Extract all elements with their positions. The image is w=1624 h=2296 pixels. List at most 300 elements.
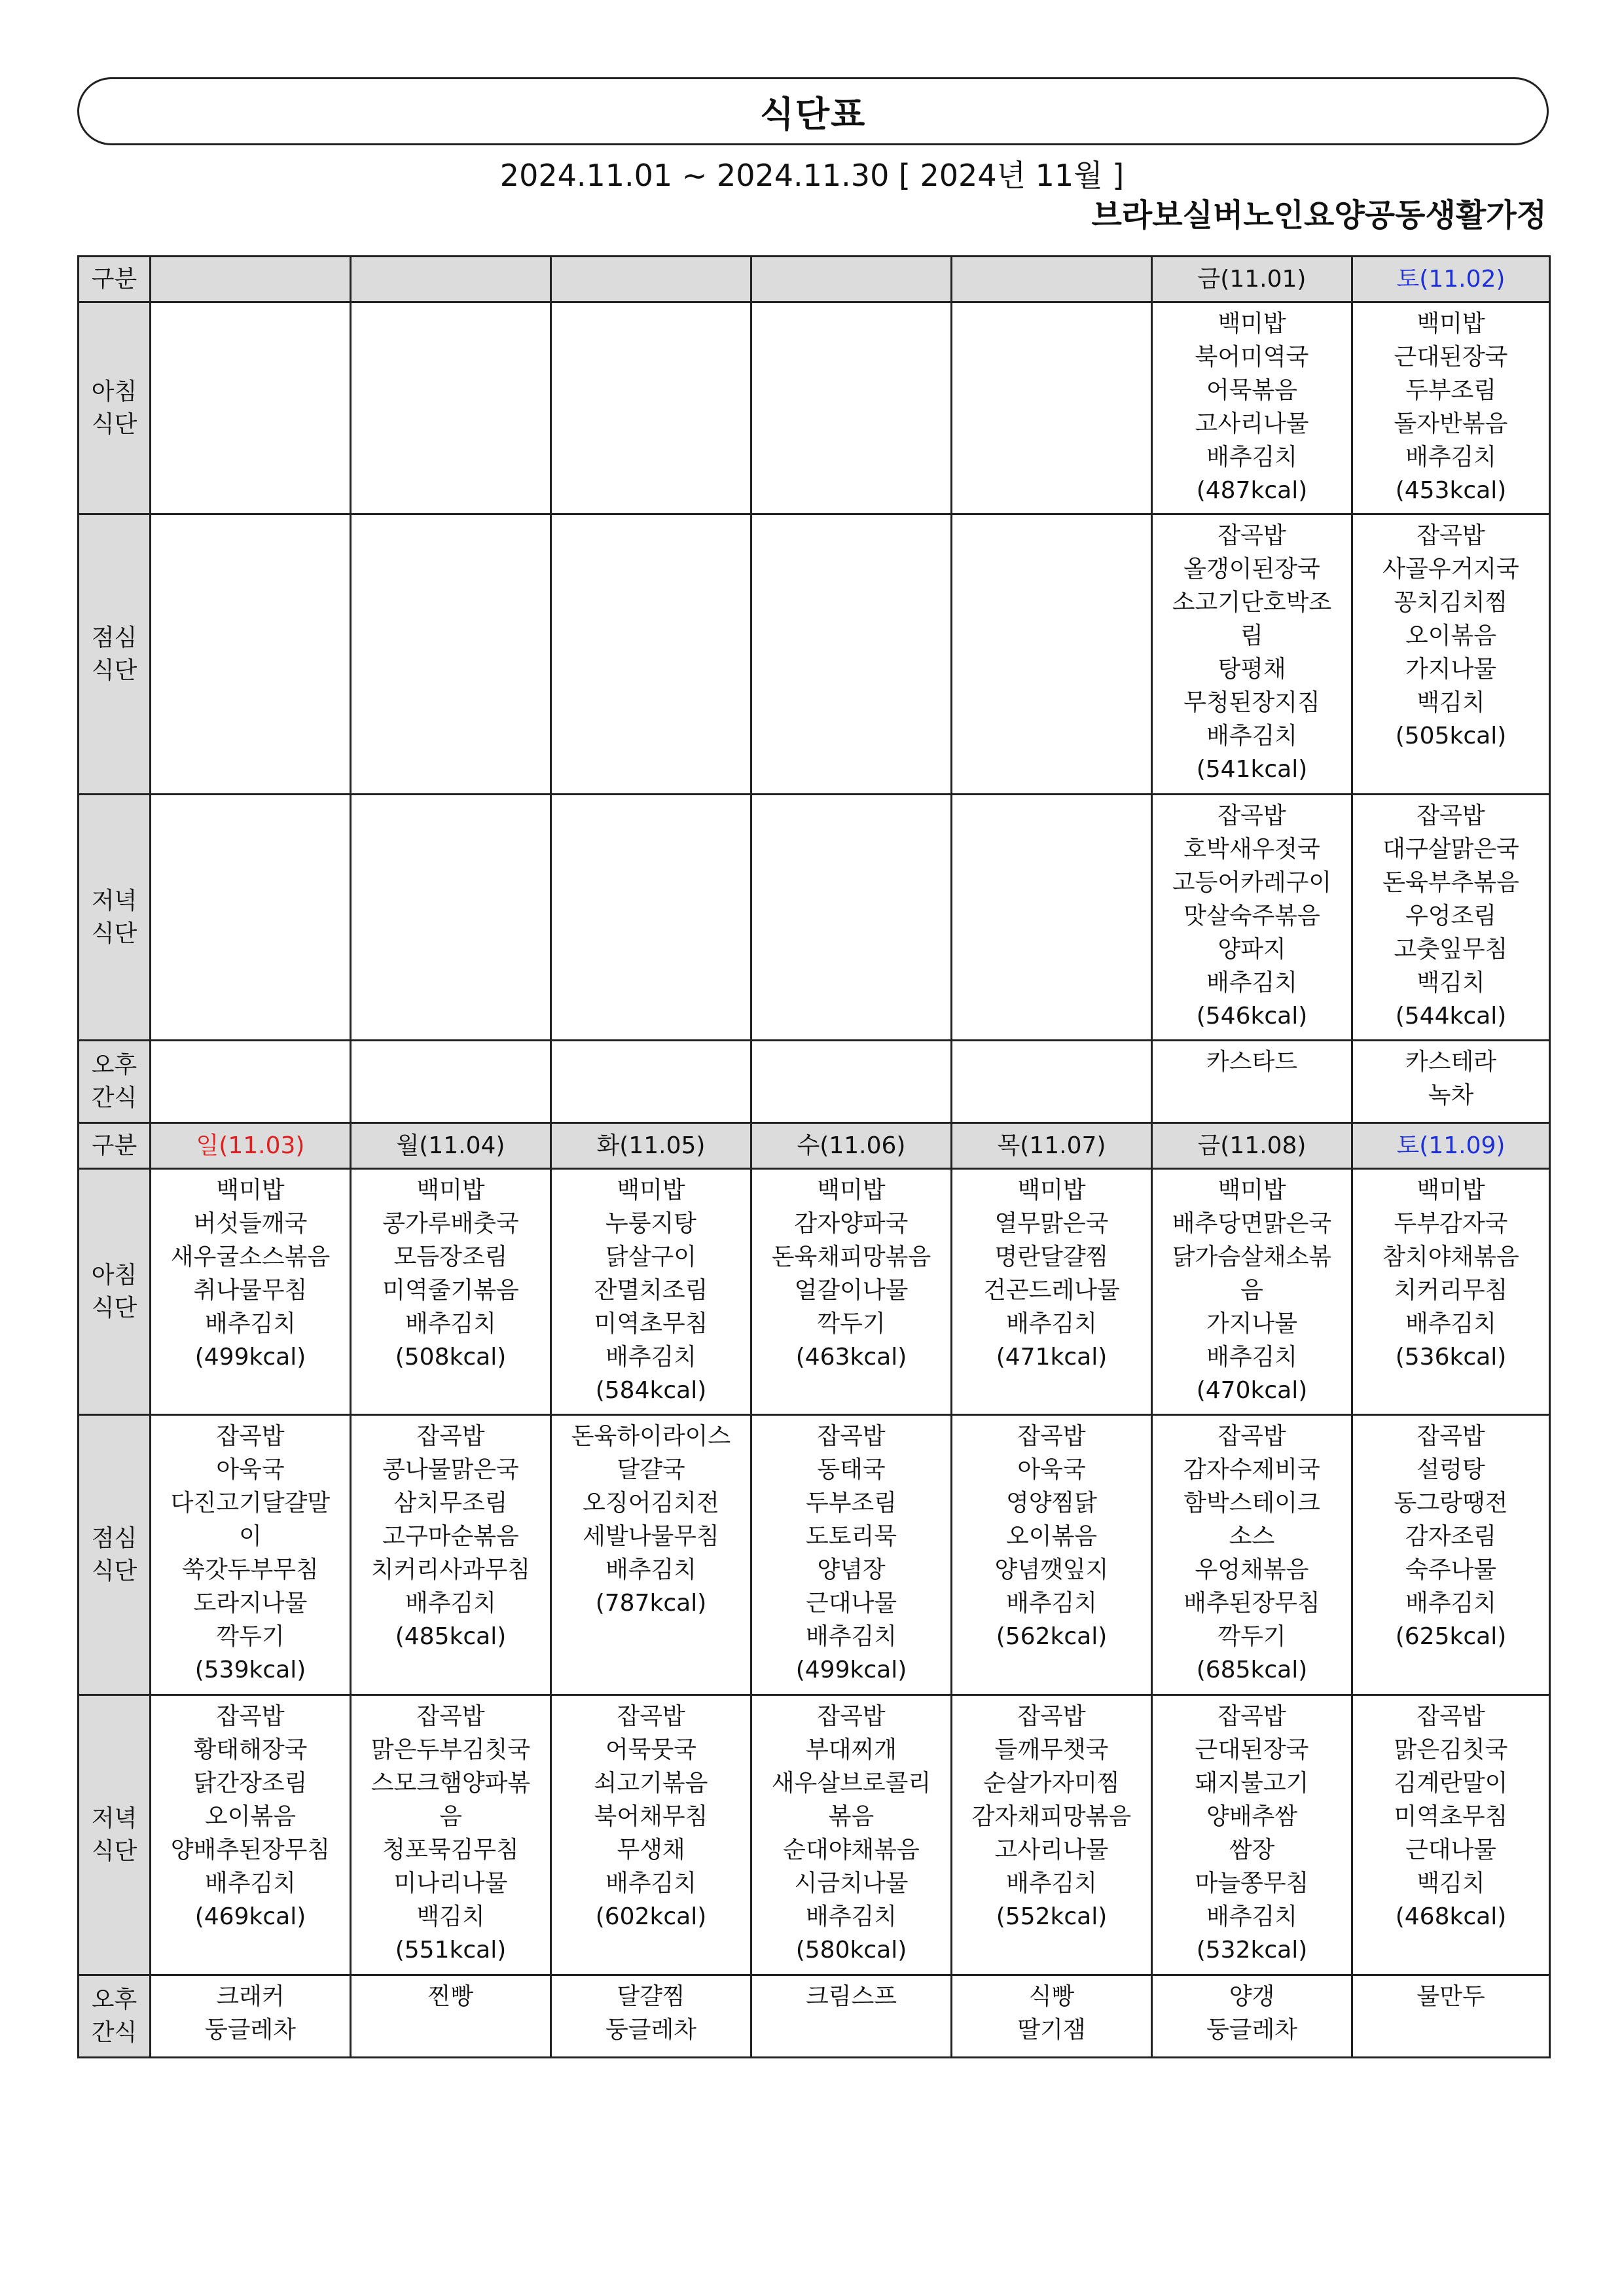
dinner-item-line: 대구살맑은국	[1382, 836, 1519, 863]
lunch-item-line: 돈육하이라이스	[571, 1423, 731, 1450]
lunch-item-line: 양념깻잎지	[994, 1556, 1109, 1583]
lunch-item-line: 설렁탕	[1416, 1456, 1485, 1483]
lunch-item-line: 잡곡밥	[1218, 1423, 1286, 1450]
lunch-item-line: (787kcal)	[595, 1590, 707, 1617]
breakfast-cell	[551, 1169, 751, 1415]
breakfast-item-line: 미역줄기볶음	[382, 1277, 519, 1304]
lunch-cell	[1352, 514, 1550, 795]
lunch-item-line: 사골우거지국	[1382, 556, 1519, 583]
snack-item-line: 양갱	[1229, 1983, 1275, 2010]
lunch-item-line: (562kcal)	[996, 1623, 1108, 1650]
day-header	[751, 257, 952, 302]
dinner-item-line: (602kcal)	[595, 1903, 707, 1930]
lunch-label	[79, 514, 151, 795]
breakfast-item-line: 배추김치	[1005, 1310, 1098, 1337]
lunch-item-line: 쑥갓두부무침	[182, 1556, 319, 1583]
breakfast-item-line: 모듬장조림	[393, 1244, 508, 1270]
lunch-label-line: 식단	[91, 656, 137, 684]
snack-item-line: 카스타드	[1206, 1049, 1298, 1075]
lunch-item-line: (505kcal)	[1395, 723, 1507, 749]
dinner-item-line: 양배추된장무침	[170, 1837, 331, 1863]
snack-cell	[1152, 1975, 1352, 2058]
lunch-item-line: 감자조림	[1405, 1523, 1497, 1550]
dinner-cell	[351, 1695, 551, 1975]
breakfast-cell	[1152, 1169, 1352, 1415]
dinner-item-line: 새우살브로콜리	[771, 1770, 931, 1797]
dinner-item-line: 쌈장	[1229, 1837, 1275, 1863]
breakfast-item-line: 배추김치	[1405, 1310, 1497, 1337]
lunch-cell	[1152, 1415, 1352, 1695]
lunch-item-line: 배추김치	[605, 1556, 697, 1583]
snack-cell	[1352, 1041, 1550, 1123]
dinner-item-line: 볶음	[828, 1803, 875, 1830]
snack-item-line: 카스테라	[1405, 1049, 1497, 1075]
lunch-item-line: 배추김치	[805, 1623, 897, 1650]
breakfast-cell	[751, 1169, 952, 1415]
breakfast-cell	[351, 302, 551, 514]
day-header-label: 수(11.06)	[797, 1132, 906, 1159]
snack-cell	[551, 1975, 751, 2058]
dinner-item-line: 양배추쌈	[1206, 1803, 1298, 1830]
breakfast-label-line: 아침	[91, 378, 137, 405]
lunch-cell	[151, 514, 351, 795]
breakfast-cell	[151, 1169, 351, 1415]
day-header-label: 토(11.09)	[1396, 1132, 1506, 1159]
dinner-label-line: 식단	[91, 1837, 137, 1865]
lunch-item-line: 치커리사과무침	[370, 1556, 531, 1583]
dinner-item-line: 잡곡밥	[1218, 1703, 1286, 1730]
breakfast-item-line: 음	[1240, 1277, 1263, 1304]
dinner-item-line: 우엉조림	[1405, 903, 1497, 929]
lunch-item-line: 잡곡밥	[1218, 522, 1286, 549]
breakfast-label-line: 식단	[91, 410, 137, 438]
dinner-item-line: 배추김치	[1206, 1903, 1298, 1930]
snack-item-line: 둥글레차	[1206, 2017, 1298, 2043]
menu-table	[77, 255, 1551, 2058]
lunch-item-line: 다진고기달걀말	[170, 1490, 331, 1516]
lunch-item-line: 고구마순볶음	[382, 1523, 519, 1550]
division-label: 구분	[79, 257, 151, 302]
dinner-cell	[551, 1695, 751, 1975]
breakfast-item-line: 돈육채피망볶음	[771, 1244, 931, 1270]
lunch-cell	[1352, 1415, 1550, 1695]
breakfast-label-line: 아침	[91, 1261, 137, 1289]
day-header	[551, 257, 751, 302]
breakfast-item-line: 참치야채볶음	[1382, 1244, 1519, 1270]
breakfast-item-line: 백미밥	[1218, 310, 1286, 337]
breakfast-item-line: 배추김치	[1206, 1344, 1298, 1371]
dinner-item-line: 잡곡밥	[817, 1703, 886, 1730]
day-header	[1352, 257, 1550, 302]
dinner-item-line: 잡곡밥	[1017, 1703, 1086, 1730]
dinner-item-line: (551kcal)	[395, 1937, 507, 1964]
dinner-item-line: (544kcal)	[1395, 1003, 1507, 1030]
breakfast-cell	[351, 1169, 551, 1415]
breakfast-label-line: 식단	[91, 1294, 137, 1321]
dinner-item-line: 닭간장조림	[193, 1770, 308, 1797]
snack-row	[79, 1041, 1550, 1123]
snack-cell	[1352, 1975, 1550, 2058]
lunch-item-line: 영양찜닭	[1005, 1490, 1098, 1516]
snack-item-line: 녹차	[1428, 1082, 1474, 1109]
breakfast-item-line: (584kcal)	[595, 1377, 707, 1404]
breakfast-item-line: 고사리나물	[1195, 410, 1309, 437]
lunch-row	[79, 514, 1550, 795]
lunch-item-line: 아욱국	[216, 1456, 285, 1483]
dinner-item-line: 배추김치	[605, 1870, 697, 1897]
lunch-item-line: 배추김치	[1405, 1590, 1497, 1617]
breakfast-item-line: 백미밥	[216, 1177, 285, 1204]
snack-item-line: 크림스프	[805, 1983, 897, 2010]
dinner-item-line: 백김치	[1416, 1870, 1485, 1897]
day-header	[551, 1123, 751, 1169]
snack-item-line: 찐빵	[427, 1983, 474, 2010]
dinner-item-line: 양파지	[1218, 936, 1286, 963]
breakfast-cell	[1352, 302, 1550, 514]
lunch-cell	[952, 1415, 1152, 1695]
snack-cell	[151, 1975, 351, 2058]
breakfast-item-line: 감자양파국	[794, 1210, 909, 1237]
breakfast-item-line: 백미밥	[817, 1177, 886, 1204]
breakfast-item-line: 백미밥	[1416, 310, 1485, 337]
lunch-cell	[751, 514, 952, 795]
dinner-item-line: 청포묵김무침	[382, 1837, 519, 1863]
dinner-item-line: 맑은김칫국	[1394, 1736, 1508, 1763]
day-header	[1152, 257, 1352, 302]
breakfast-item-line: 콩가루배춧국	[382, 1210, 519, 1237]
breakfast-item-line: 깍두기	[817, 1310, 886, 1337]
dinner-item-line: 돼지불고기	[1195, 1770, 1309, 1797]
dinner-item-line: 시금치나물	[794, 1870, 909, 1897]
breakfast-item-line: 치커리무침	[1394, 1277, 1508, 1304]
lunch-item-line: 배추된장무침	[1183, 1590, 1320, 1617]
dinner-item-line: 잡곡밥	[416, 1703, 485, 1730]
title-box	[77, 77, 1549, 145]
lunch-item-line: 배추김치	[405, 1590, 497, 1617]
dinner-cell	[1152, 1695, 1352, 1975]
breakfast-item-line: (499kcal)	[194, 1344, 306, 1371]
breakfast-item-line: (471kcal)	[996, 1344, 1108, 1371]
dinner-item-line: 순살가자미찜	[983, 1770, 1120, 1797]
lunch-item-line: 오이볶음	[1405, 622, 1497, 649]
breakfast-item-line: 돌자반볶음	[1394, 410, 1508, 437]
dinner-item-line: 고사리나물	[994, 1837, 1109, 1863]
snack-cell	[351, 1975, 551, 2058]
snack-item-line: 둥글레차	[204, 2017, 297, 2043]
lunch-item-line: (499kcal)	[795, 1657, 907, 1683]
lunch-item-line: 림	[1240, 622, 1263, 649]
dinner-item-line: 잡곡밥	[216, 1703, 285, 1730]
lunch-item-line: 함박스테이크	[1183, 1490, 1320, 1516]
lunch-item-line: 탕평채	[1218, 656, 1286, 683]
lunch-item-line: 이	[239, 1523, 262, 1550]
lunch-label-line: 점심	[91, 1524, 137, 1552]
breakfast-item-line: 명란달걀찜	[994, 1244, 1109, 1270]
snack-item-line: 식빵	[1028, 1983, 1075, 2010]
day-header	[952, 257, 1152, 302]
lunch-label-line: 점심	[91, 624, 137, 651]
snack-cell	[151, 1041, 351, 1123]
dinner-item-line: 배추김치	[204, 1870, 297, 1897]
breakfast-item-line: 미역초무침	[594, 1310, 708, 1337]
lunch-label-line: 식단	[91, 1557, 137, 1585]
day-header	[151, 1123, 351, 1169]
lunch-cell	[351, 514, 551, 795]
dinner-item-line: 고춧잎무침	[1394, 936, 1508, 963]
dinner-cell	[1352, 1695, 1550, 1975]
week-header-row	[79, 1123, 1550, 1169]
breakfast-cell	[551, 302, 751, 514]
lunch-item-line: (685kcal)	[1196, 1657, 1308, 1683]
snack-row	[79, 1975, 1550, 2058]
breakfast-item-line: 배추당면맑은국	[1172, 1210, 1332, 1237]
breakfast-item-line: 새우굴소스볶음	[170, 1244, 331, 1270]
lunch-item-line: 잡곡밥	[1416, 1423, 1485, 1450]
dinner-item-line: 음	[439, 1803, 462, 1830]
snack-cell	[1152, 1041, 1352, 1123]
snack-label	[79, 1975, 151, 2058]
lunch-item-line: (539kcal)	[194, 1657, 306, 1683]
dinner-cell	[952, 795, 1152, 1041]
lunch-cell	[952, 514, 1152, 795]
dinner-cell	[551, 795, 751, 1041]
lunch-item-line: 도라지나물	[193, 1590, 308, 1617]
breakfast-item-line: 두부감자국	[1394, 1210, 1508, 1237]
snack-cell	[952, 1041, 1152, 1123]
dinner-item-line: 돈육부추볶음	[1382, 869, 1519, 896]
dinner-cell	[1152, 795, 1352, 1041]
breakfast-item-line: (453kcal)	[1395, 477, 1507, 504]
day-header-label: 목(11.07)	[997, 1132, 1106, 1159]
breakfast-item-line: 배추김치	[1206, 444, 1298, 471]
breakfast-cell	[751, 302, 952, 514]
dinner-item-line: 부대찌개	[805, 1736, 897, 1763]
breakfast-item-line: 버섯들깨국	[193, 1210, 308, 1237]
dinner-cell	[151, 1695, 351, 1975]
day-header-label: 화(11.05)	[596, 1132, 706, 1159]
dinner-item-line: 배추김치	[1005, 1870, 1098, 1897]
dinner-label	[79, 1695, 151, 1975]
lunch-cell	[151, 1415, 351, 1695]
snack-cell	[751, 1975, 952, 2058]
lunch-item-line: 세발나물무침	[583, 1523, 719, 1550]
snack-label	[79, 1041, 151, 1123]
dinner-cell	[751, 795, 952, 1041]
dinner-item-line: 잡곡밥	[617, 1703, 685, 1730]
lunch-item-line: 잡곡밥	[817, 1423, 886, 1450]
lunch-item-line: (485kcal)	[395, 1623, 507, 1650]
dinner-item-line: (468kcal)	[1395, 1903, 1507, 1930]
division-label: 구분	[79, 1123, 151, 1169]
lunch-item-line: 소스	[1229, 1523, 1275, 1550]
breakfast-label	[79, 1169, 151, 1415]
lunch-item-line: 올갱이된장국	[1183, 556, 1320, 583]
snack-label-line: 간식	[91, 1084, 137, 1111]
breakfast-item-line: 잔멸치조림	[594, 1277, 708, 1304]
dinner-item-line: 들깨무챗국	[994, 1736, 1109, 1763]
breakfast-label	[79, 302, 151, 514]
lunch-item-line: 숙주나물	[1405, 1556, 1497, 1583]
dinner-label-line: 저녁	[91, 887, 137, 914]
dinner-item-line: 근대된장국	[1195, 1736, 1309, 1763]
breakfast-row	[79, 1169, 1550, 1415]
dinner-item-line: 북어채무침	[594, 1803, 708, 1830]
breakfast-cell	[1352, 1169, 1550, 1415]
lunch-item-line: 우엉채볶음	[1195, 1556, 1309, 1583]
dinner-item-line: 감자채피망볶음	[971, 1803, 1132, 1830]
dinner-item-line: 백김치	[1416, 969, 1485, 996]
lunch-item-line: 동그랑땡전	[1394, 1490, 1508, 1516]
breakfast-item-line: 어묵볶음	[1206, 377, 1298, 404]
dinner-item-line: 잡곡밥	[1416, 802, 1485, 829]
snack-item-line: 둥글레차	[605, 2017, 697, 2043]
lunch-item-line: 배추김치	[1206, 723, 1298, 749]
breakfast-item-line: (536kcal)	[1395, 1344, 1507, 1371]
dinner-cell	[1352, 795, 1550, 1041]
breakfast-item-line: (470kcal)	[1196, 1377, 1308, 1404]
dinner-item-line: 김계란말이	[1394, 1770, 1508, 1797]
lunch-item-line: 두부조림	[805, 1490, 897, 1516]
lunch-item-line: 소고기단호박조	[1172, 589, 1332, 616]
snack-item-line: 딸기잼	[1017, 2017, 1086, 2043]
dinner-item-line: (552kcal)	[996, 1903, 1108, 1930]
breakfast-row	[79, 302, 1550, 514]
breakfast-item-line: 두부조림	[1405, 377, 1497, 404]
breakfast-item-line: 배추김치	[204, 1310, 297, 1337]
snack-item-line: 크래커	[216, 1983, 285, 2010]
dinner-item-line: (580kcal)	[795, 1937, 907, 1964]
snack-label-line: 오후	[91, 1051, 137, 1079]
breakfast-item-line: 북어미역국	[1195, 344, 1309, 370]
breakfast-item-line: 건곤드레나물	[983, 1277, 1120, 1304]
dinner-item-line: 어묵뭇국	[605, 1736, 697, 1763]
breakfast-item-line: 누룽지탕	[605, 1210, 697, 1237]
dinner-item-line: 미역초무침	[1394, 1803, 1508, 1830]
lunch-item-line: 오이볶음	[1005, 1523, 1098, 1550]
breakfast-item-line: 백미밥	[617, 1177, 685, 1204]
dinner-item-line: 백김치	[416, 1903, 485, 1930]
breakfast-item-line: 백미밥	[1416, 1177, 1485, 1204]
snack-cell	[351, 1041, 551, 1123]
breakfast-cell	[151, 302, 351, 514]
snack-label-line: 오후	[91, 1986, 137, 2013]
snack-item-line: 달걀찜	[617, 1983, 685, 2010]
breakfast-item-line: 취나물무침	[193, 1277, 308, 1304]
breakfast-cell	[952, 1169, 1152, 1415]
day-header-label: 금(11.08)	[1197, 1132, 1307, 1159]
page-title: 식단표	[759, 93, 867, 135]
dinner-cell	[952, 1695, 1152, 1975]
lunch-cell	[551, 514, 751, 795]
breakfast-item-line: 근대된장국	[1394, 344, 1508, 370]
lunch-label	[79, 1415, 151, 1695]
breakfast-item-line: 닭가슴살채소볶	[1172, 1244, 1332, 1270]
breakfast-item-line: 얼갈이나물	[794, 1277, 909, 1304]
lunch-item-line: 동태국	[817, 1456, 886, 1483]
dinner-item-line: 황태해장국	[193, 1736, 308, 1763]
breakfast-item-line: 백미밥	[1218, 1177, 1286, 1204]
dinner-item-line: 순대야채볶음	[783, 1837, 920, 1863]
dinner-row	[79, 795, 1550, 1041]
day-header	[151, 257, 351, 302]
dinner-item-line: (469kcal)	[194, 1903, 306, 1930]
lunch-item-line: 콩나물맑은국	[382, 1456, 519, 1483]
breakfast-item-line: 배추김치	[1405, 444, 1497, 471]
dinner-item-line: 무생채	[617, 1837, 685, 1863]
breakfast-item-line: 가지나물	[1206, 1310, 1298, 1337]
dinner-item-line: 근대나물	[1405, 1837, 1497, 1863]
day-header-label: 월(11.04)	[396, 1132, 505, 1159]
breakfast-cell	[952, 302, 1152, 514]
breakfast-item-line: (487kcal)	[1196, 477, 1308, 504]
lunch-item-line: 오징어김치전	[583, 1490, 719, 1516]
dinner-label	[79, 795, 151, 1041]
lunch-item-line: (541kcal)	[1196, 756, 1308, 783]
day-header-label: 토(11.02)	[1396, 266, 1506, 293]
period-range: 2024.11.01 ~ 2024.11.30 [ 2024년 11월 ]	[499, 158, 1125, 193]
lunch-cell	[351, 1415, 551, 1695]
lunch-item-line: 깍두기	[1218, 1623, 1286, 1650]
lunch-item-line: 잡곡밥	[1416, 522, 1485, 549]
breakfast-item-line: 열무맑은국	[994, 1210, 1109, 1237]
breakfast-item-line: 백미밥	[416, 1177, 485, 1204]
dinner-item-line: 마늘쫑무침	[1195, 1870, 1309, 1897]
lunch-item-line: 삼치무조림	[393, 1490, 508, 1516]
day-header	[751, 1123, 952, 1169]
dinner-label-line: 저녁	[91, 1804, 137, 1832]
breakfast-cell	[1152, 302, 1352, 514]
dinner-item-line: 미나리나물	[393, 1870, 508, 1897]
dinner-item-line: 호박새우젓국	[1183, 836, 1320, 863]
dinner-row	[79, 1695, 1550, 1975]
dinner-item-line: 오이볶음	[204, 1803, 297, 1830]
lunch-item-line: 가지나물	[1405, 656, 1497, 683]
snack-label-line: 간식	[91, 2018, 137, 2046]
breakfast-item-line: (508kcal)	[395, 1344, 507, 1371]
lunch-item-line: 잡곡밥	[1017, 1423, 1086, 1450]
dinner-item-line: 맛살숙주볶음	[1183, 903, 1320, 929]
lunch-item-line: 백김치	[1416, 689, 1485, 716]
lunch-cell	[1152, 514, 1352, 795]
snack-cell	[751, 1041, 952, 1123]
day-header	[952, 1123, 1152, 1169]
lunch-item-line: 아욱국	[1017, 1456, 1086, 1483]
dinner-item-line: (532kcal)	[1196, 1937, 1308, 1964]
snack-cell	[952, 1975, 1152, 2058]
dinner-item-line: 고등어카레구이	[1172, 869, 1332, 896]
lunch-cell	[751, 1415, 952, 1695]
dinner-item-line: 스모크햄양파볶	[370, 1770, 531, 1797]
lunch-item-line: 깍두기	[216, 1623, 285, 1650]
day-header-label: 금(11.01)	[1197, 266, 1307, 293]
lunch-item-line: 감자수제비국	[1183, 1456, 1320, 1483]
lunch-row	[79, 1415, 1550, 1695]
dinner-item-line: (546kcal)	[1196, 1003, 1308, 1030]
dinner-item-line: 잡곡밥	[1218, 802, 1286, 829]
facility-name: 브라보실버노인요양공동생활가정	[1091, 197, 1547, 234]
day-header	[1152, 1123, 1352, 1169]
dinner-cell	[751, 1695, 952, 1975]
day-header-label: 일(11.03)	[196, 1132, 305, 1159]
dinner-cell	[151, 795, 351, 1041]
day-header	[351, 257, 551, 302]
breakfast-item-line: 닭살구이	[605, 1244, 697, 1270]
breakfast-item-line: 배추김치	[405, 1310, 497, 1337]
breakfast-item-line: 배추김치	[605, 1344, 697, 1371]
lunch-item-line: 꽁치김치찜	[1394, 589, 1508, 616]
lunch-item-line: 달걀국	[617, 1456, 685, 1483]
dinner-item-line: 맑은두부김칫국	[370, 1736, 531, 1763]
